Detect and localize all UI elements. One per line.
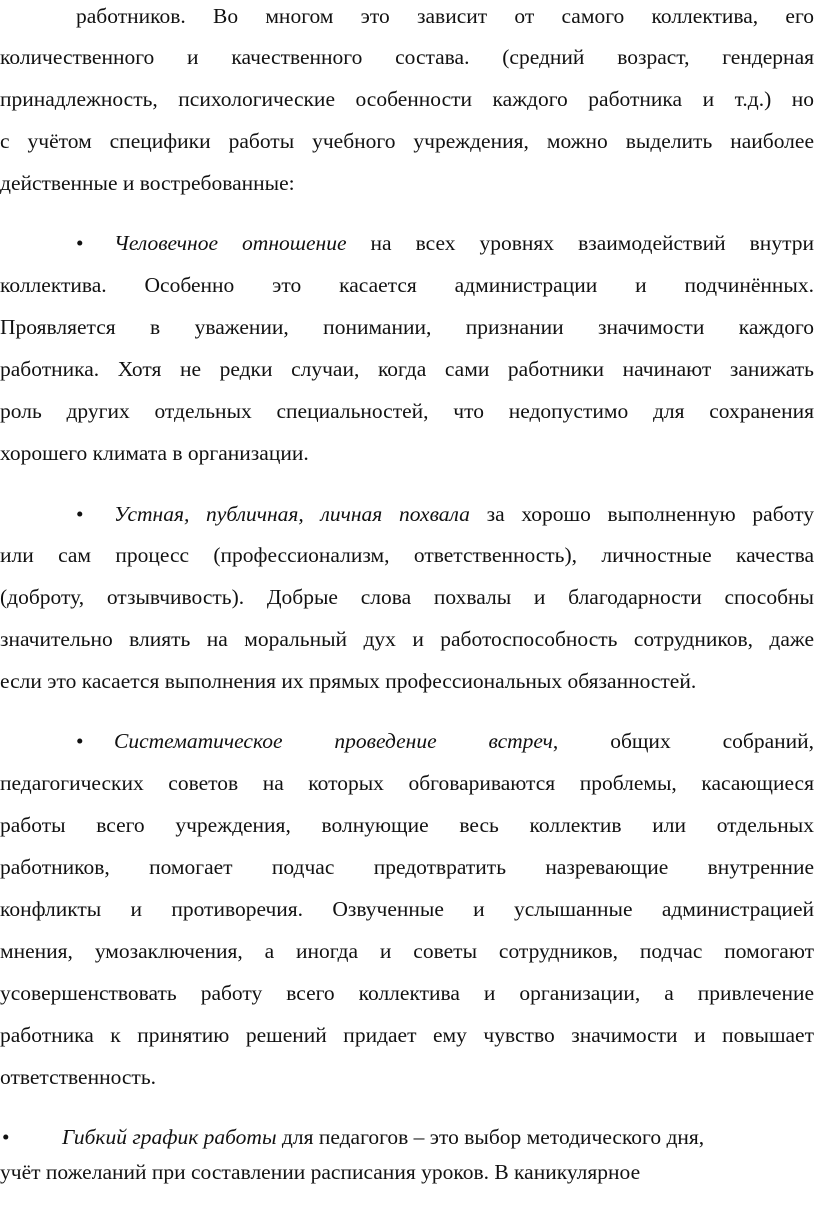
bullet-text: для педагогов – это выбор методического дня, xyxy=(276,1125,705,1149)
bullet-first-line xyxy=(62,1123,704,1151)
paragraph-line: действенные и востребованные: xyxy=(0,171,295,195)
paragraph-line: принадлежность, психологические особенности каждого работника и т.д.) но xyxy=(0,87,814,111)
paragraph-line: конфликты и противоречия. Озвученные и услышанные администрацией xyxy=(0,897,814,921)
paragraph-line: коллектива. Особенно это касается администрации и подчинённых. xyxy=(0,273,814,297)
paragraph-line: роль других отдельных специальностей, что недопустимо для сохранения xyxy=(0,399,814,423)
paragraph-line: работников. Во многом это зависит от самого коллектива, его xyxy=(76,4,814,28)
bullet-marker: • xyxy=(76,502,84,526)
paragraph-line: (доброту, отзывчивость). Добрые слова похвалы и благодарности способны xyxy=(0,585,814,609)
paragraph-line: работников, помогает подчас предотвратить назревающие внутренние xyxy=(0,855,814,879)
bullet-first-line xyxy=(114,500,814,528)
bullet-marker: • xyxy=(76,231,84,255)
paragraph-line: усовершенствовать работу всего коллектива и организации, а привлечение xyxy=(0,981,814,1005)
bullet-marker: • xyxy=(76,729,84,753)
emphasis-text: Устная, публичная, личная похвала xyxy=(114,502,470,526)
paragraph-line: если это касается выполнения их прямых профессиональных обязанностей. xyxy=(0,669,697,693)
paragraph-line: учёт пожеланий при составлении расписания уроков. В каникулярное xyxy=(0,1160,641,1184)
paragraph-line: с учётом специфики работы учебного учреждения, можно выделить наиболее xyxy=(0,129,814,153)
paragraph-line: Проявляется в уважении, понимании, признании значимости каждого xyxy=(0,315,814,339)
bullet-first-line xyxy=(114,727,814,755)
bullet-text: за хорошо выполненную работу xyxy=(469,502,814,526)
emphasis-text: Систематическое проведение встреч xyxy=(114,729,553,753)
bullet-first-line xyxy=(114,229,814,257)
paragraph-line: мнения, умозаключения, а иногда и советы сотрудников, подчас помогают xyxy=(0,939,814,963)
paragraph-line: ответственность. xyxy=(0,1065,157,1089)
paragraph-line: работника. Хотя не редки случаи, когда сами работники начинают занижать xyxy=(0,357,814,381)
paragraph-line: работника к принятию решений придает ему чувство значимости и повышает xyxy=(0,1023,814,1047)
bullet-marker: • xyxy=(2,1125,10,1149)
paragraph-line: работы всего учреждения, волнующие весь коллектив или отдельных xyxy=(0,813,814,837)
paragraph-line: или сам процесс (профессионализм, ответственность), личностные качества xyxy=(0,543,814,567)
bullet-text: на всех уровнях взаимодействий внутри xyxy=(346,231,814,255)
paragraph-line: количественного и качественного состава. (средний возраст, гендерная xyxy=(0,45,814,69)
paragraph-line: хорошего климата в организации. xyxy=(0,441,309,465)
emphasis-text: Гибкий график работы xyxy=(62,1125,277,1149)
paragraph-line: значительно влиять на моральный дух и работоспособность сотрудников, даже xyxy=(0,627,814,651)
paragraph-line: педагогических советов на которых обговариваются проблемы, касающиеся xyxy=(0,771,814,795)
emphasis-text: Человечное отношение xyxy=(114,231,347,255)
bullet-text: , общих собраний, xyxy=(552,729,815,753)
